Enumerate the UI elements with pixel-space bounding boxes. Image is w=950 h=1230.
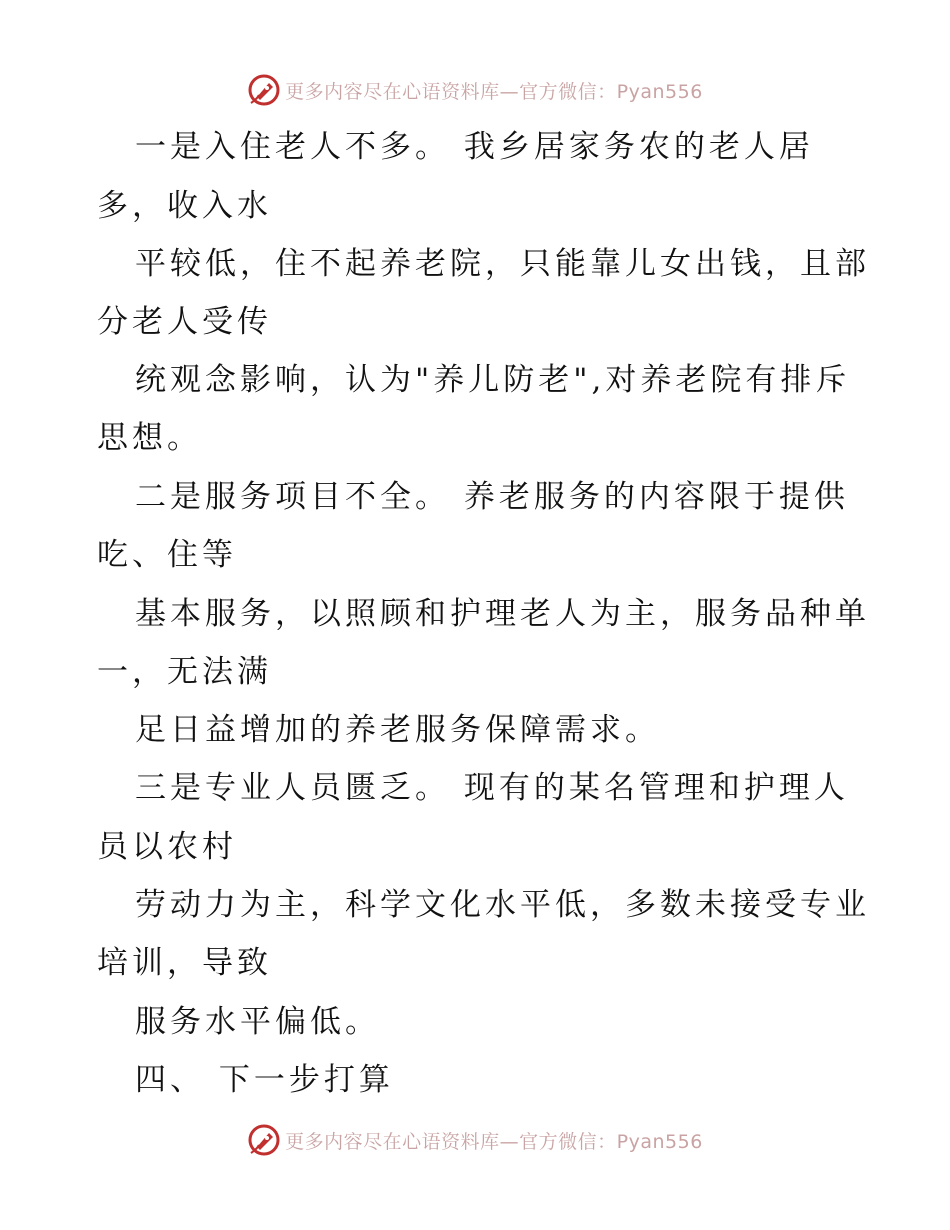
watermark-text: 更多内容尽在心语资料库—官方微信：Pyan556 bbox=[285, 1130, 703, 1153]
watermark-text: 更多内容尽在心语资料库—官方微信：Pyan556 bbox=[285, 80, 703, 103]
paragraph-line: 服务水平偏低。 bbox=[135, 1004, 380, 1040]
paragraph-line: 一是入住老人不多。 我乡居家务农的老人居 bbox=[135, 129, 814, 165]
paragraph-line: 基本服务，以照顾和护理老人为主，服务品种单 bbox=[135, 596, 870, 632]
paragraph-line: 足日益增加的养老服务保障需求。 bbox=[135, 712, 660, 748]
paragraph-line: 思想。 bbox=[97, 420, 202, 456]
paragraph-line: 多，收入水 bbox=[97, 188, 272, 224]
paragraph-line: 一，无法满 bbox=[97, 654, 272, 690]
pen-nib-logo-icon bbox=[247, 1123, 281, 1157]
paragraph-line: 劳动力为主，科学文化水平低，多数未接受专业 bbox=[135, 887, 870, 923]
paragraph-line: 统观念影响，认为"养儿防老",对养老院有排斥 bbox=[135, 362, 851, 398]
paragraph-line: 平较低，住不起养老院，只能靠儿女出钱，且部 bbox=[135, 246, 870, 282]
paragraph-line: 员以农村 bbox=[97, 829, 237, 865]
paragraph-line: 培训，导致 bbox=[97, 945, 272, 981]
footer-watermark-banner bbox=[0, 1120, 950, 1160]
paragraph-line: 三是专业人员匮乏。 现有的某名管理和护理人 bbox=[135, 770, 849, 806]
paragraph-line: 二是服务项目不全。 养老服务的内容限于提供 bbox=[135, 479, 849, 515]
section-heading: 四、 下一步打算 bbox=[135, 1062, 394, 1098]
paragraph-line: 分老人受传 bbox=[97, 304, 272, 340]
paragraph-line: 吃、住等 bbox=[97, 537, 237, 573]
